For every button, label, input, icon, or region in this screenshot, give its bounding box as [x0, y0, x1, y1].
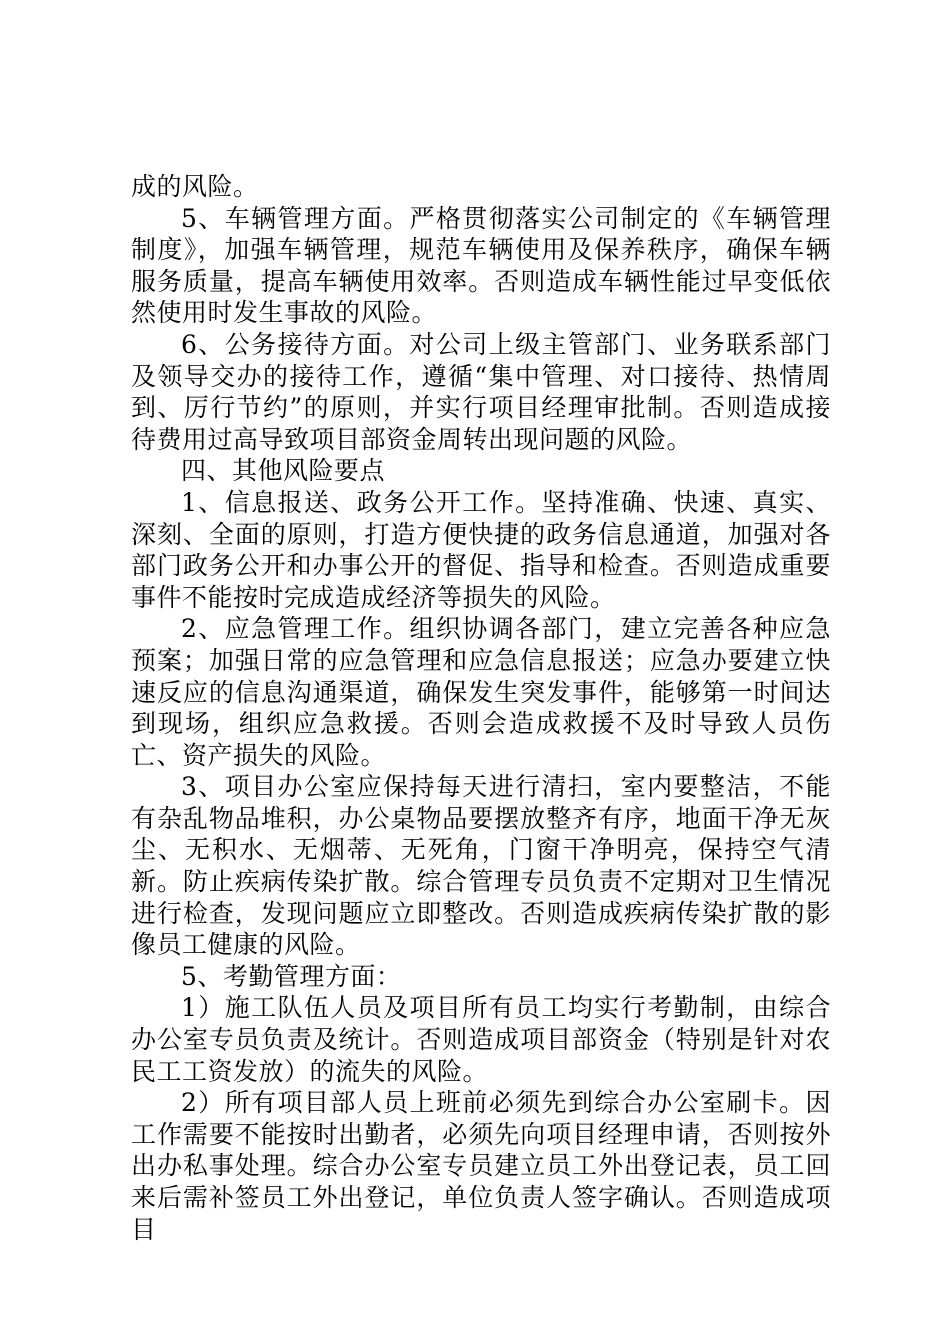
paragraph-1: 5、车辆管理方面。严格贯彻落实公司制定的《车辆管理制度》，加强车辆管理，规范车辆使用及保养秩序，确保车辆服务质量，提高车辆使用效率。否则造成车辆性能过早变低依然使用时发生事故的风险。 [131, 203, 831, 328]
paragraph-5: 2、应急管理工作。组织协调各部门，建立完善各种应急预案；加强日常的应急管理和应急信息报送；应急办要建立快速反应的信息沟通渠道，确保发生突发事件，能够第一时间达到现场，组织应急救援。否则会造成救援不及时导致人员伤亡、资产损失的风险。 [131, 614, 831, 770]
paragraph-8: 1）施工队伍人员及项目所有员工均实行考勤制，由综合办公室专员负责及统计。否则造成项目部资金（特别是针对农民工工资发放）的流失的风险。 [131, 993, 831, 1086]
document-body [131, 171, 831, 1245]
paragraph-9: 2）所有项目部人员上班前必须先到综合办公室刷卡。因工作需要不能按时出勤者，必须先向项目经理申请，否则按外出办私事处理。综合办公室专员建立员工外出登记表，员工回来后需补签员工外出登记，单位负责人签字确认。否则造成项目 [131, 1088, 831, 1244]
section-heading: 四、其他风险要点 [181, 456, 386, 486]
paragraph-4: 1、信息报送、政务公开工作。坚持准确、快速、真实、深刻、全面的原则，打造方便快捷的政务信息通道，加强对各部门政务公开和办事公开的督促、指导和检查。否则造成重要事件不能按时完成造成经济等损失的风险。 [131, 487, 831, 612]
paragraph-2: 6、公务接待方面。对公司上级主管部门、业务联系部门及领导交办的接待工作，遵循“集中管理、对口接待、热情周到、厉行节约”的原则，并实行项目经理审批制。否则造成接待费用过高导致项目部资金周转出现问题的风险。 [131, 329, 831, 454]
paragraph-0: 成的风险。 [131, 172, 259, 201]
paragraph-6: 3、项目办公室应保持每天进行清扫，室内要整洁，不能有杂乱物品堆积，办公桌物品要摆放整齐有序，地面干净无灰尘、无积水、无烟蒂、无死角，门窗干净明亮，保持空气清新。防止疾病传染扩散。综合管理专员负责不定期对卫生情况进行检查，发现问题应立即整改。否则造成疾病传染扩散的影像员工健康的风险。 [131, 772, 831, 960]
paragraph-7: 5、考勤管理方面： [181, 961, 402, 991]
